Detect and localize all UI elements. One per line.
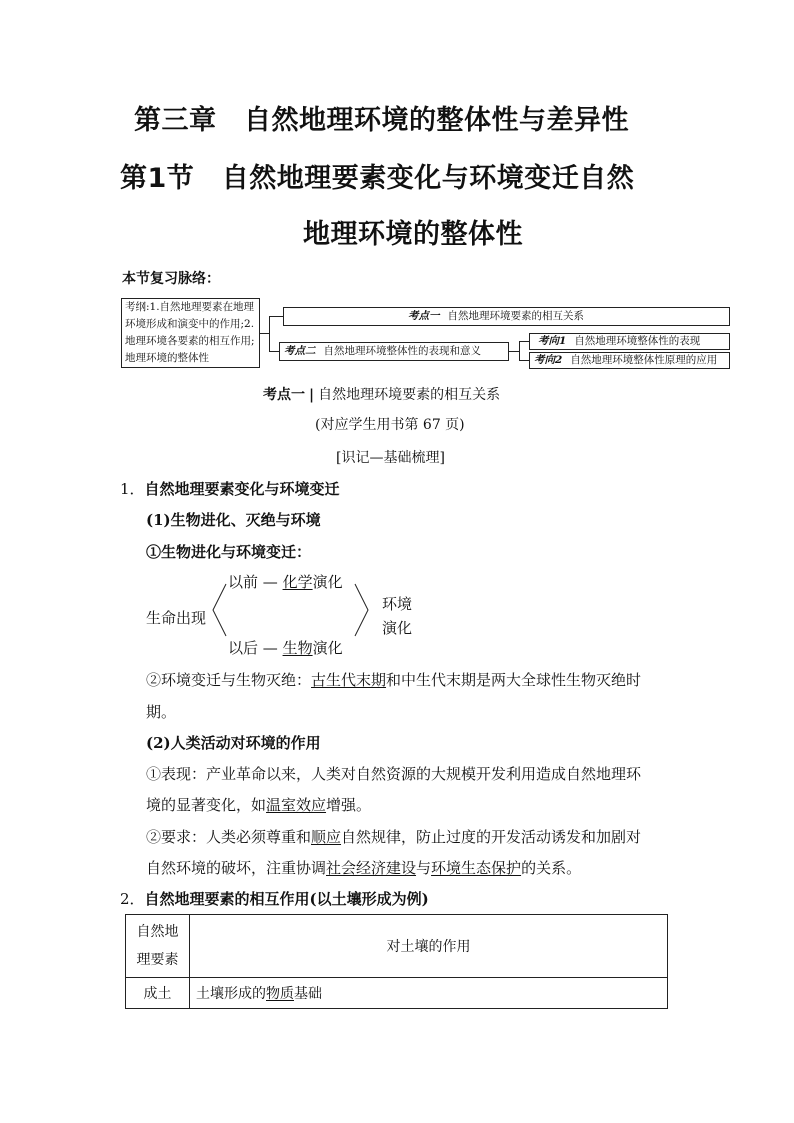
connector <box>269 316 283 317</box>
subheading-1: (1)生物进化、灭绝与环境 <box>146 511 321 529</box>
connector <box>509 351 519 352</box>
item-2-line1 <box>146 669 641 690</box>
heading-2-number: 2． <box>120 890 145 908</box>
header-element-line1: 自然地 <box>136 924 179 940</box>
diagram-after-blank: 生物 <box>282 639 313 657</box>
item-4-line2-mid: 与 <box>416 859 432 877</box>
point1-text: 自然地理环境要素的相互关系 <box>447 310 584 322</box>
diagram-after-prefix: 以后 — <box>228 639 278 657</box>
point2-text: 自然地理环境整体性的表现和意义 <box>323 345 481 357</box>
diagram-origin-of-life: 生命出现 <box>146 609 207 627</box>
diagram-environment-evolution <box>382 592 412 640</box>
section-title-line1: 第1节 自然地理要素变化与环境变迁自然 <box>120 163 635 194</box>
item-3-line1: ①表现：产业革命以来，人类对自然资源的大规模开发利用造成自然地理环 <box>146 765 642 783</box>
connector <box>519 360 529 361</box>
direction1-tag: 考向1 <box>538 335 567 347</box>
diagram-before-suffix: 演化 <box>312 573 343 591</box>
row1-suffix: 基础 <box>294 986 322 1002</box>
section-title-line2: 地理环境的整体性 <box>303 219 523 250</box>
point2-tag: 考点二 <box>284 345 316 357</box>
kaodian-heading: 考点一 | 自然地理环境要素的相互关系 <box>263 387 501 403</box>
diagram-after <box>228 637 343 658</box>
item-4-suffix: 自然规律，防止过度的开发活动诱发和加剧对 <box>341 828 642 846</box>
heading-2 <box>120 888 429 909</box>
direction2-text: 自然地理环境整体性原理的应用 <box>570 354 718 366</box>
row1-prefix: 土壤形成的 <box>196 986 266 1002</box>
item-2-blank: 古生代末期 <box>311 671 387 689</box>
item-3-line2 <box>146 794 371 815</box>
direction2-tag: 考向2 <box>534 354 563 366</box>
row1-blank: 物质 <box>266 986 294 1002</box>
connector <box>269 316 270 351</box>
soil-factors-table <box>125 914 668 1009</box>
table-header-element <box>126 915 190 978</box>
item-2-prefix: ②环境变迁与生物灭绝： <box>146 671 312 689</box>
syllabus-box: 考纲:1.自然地理要素在地理环境形成和演变中的作用;2.地理环境各要素的相互作用;地理环境的整体性 <box>121 298 260 368</box>
section-tag: [识记—基础梳理] <box>336 450 445 466</box>
item-4-line1 <box>146 826 641 847</box>
review-label: 本节复习脉络： <box>122 271 220 287</box>
item-4-prefix: ②要求：人类必须尊重和 <box>146 828 312 846</box>
diagram-after-suffix: 演化 <box>312 639 343 657</box>
direction1-text: 自然地理环境整体性的表现 <box>574 335 701 347</box>
item-4-blank-economy: 社会经济建设 <box>326 859 417 877</box>
direction1-box <box>529 333 730 350</box>
point2-box <box>279 342 509 361</box>
heading-1-number: 1． <box>120 480 145 498</box>
header-element-line2: 理要素 <box>136 952 179 968</box>
point1-box <box>283 307 730 326</box>
item-3-prefix: 境的显著变化，如 <box>146 796 267 814</box>
book-reference: (对应学生用书第 67 页) <box>315 417 465 433</box>
item-4-line2-prefix: 自然环境的破坏，注重协调 <box>146 859 327 877</box>
table-header-row <box>126 915 668 978</box>
diagram-before-prefix: 以前 — <box>228 573 278 591</box>
item-2-suffix: 和中生代末期是两大全球性生物灭绝时 <box>386 671 642 689</box>
connector <box>519 341 520 360</box>
item-3-suffix: 增强。 <box>326 796 372 814</box>
chapter-title: 第三章 自然地理环境的整体性与差异性 <box>134 105 629 136</box>
heading-1 <box>120 478 340 499</box>
diagram-before <box>228 571 343 592</box>
connector <box>260 333 269 334</box>
kaodian-title: 自然地理环境要素的相互关系 <box>318 387 501 403</box>
item-4-blank-ecology: 环境生态保护 <box>431 859 522 877</box>
item-4-line2 <box>146 857 581 878</box>
item-1: ①生物进化与环境变迁： <box>146 543 312 561</box>
connector <box>519 341 529 342</box>
subheading-2: (2)人类活动对环境的作用 <box>146 734 321 752</box>
diagram-env-line2: 演化 <box>382 619 413 637</box>
item-4-line2-suffix: 的关系。 <box>521 859 582 877</box>
table-cell-element: 成土 <box>126 978 190 1009</box>
diagram-before-blank: 化学 <box>282 573 313 591</box>
connector <box>269 351 279 352</box>
diagram-env-line1: 环境 <box>382 595 413 613</box>
table-header-effect: 对土壤的作用 <box>190 915 668 978</box>
item-2-line2: 期。 <box>146 703 177 721</box>
item-4-blank: 顺应 <box>311 828 342 846</box>
table-row <box>126 978 668 1009</box>
heading-1-text: 自然地理要素变化与环境变迁 <box>144 480 340 498</box>
item-3-blank: 温室效应 <box>266 796 327 814</box>
direction2-box <box>529 352 730 369</box>
kaodian-label: 考点一 <box>263 387 305 403</box>
point1-tag: 考点一 <box>408 310 440 322</box>
table-cell-effect <box>190 978 668 1009</box>
heading-2-text: 自然地理要素的相互作用(以土壤形成为例) <box>144 890 429 908</box>
